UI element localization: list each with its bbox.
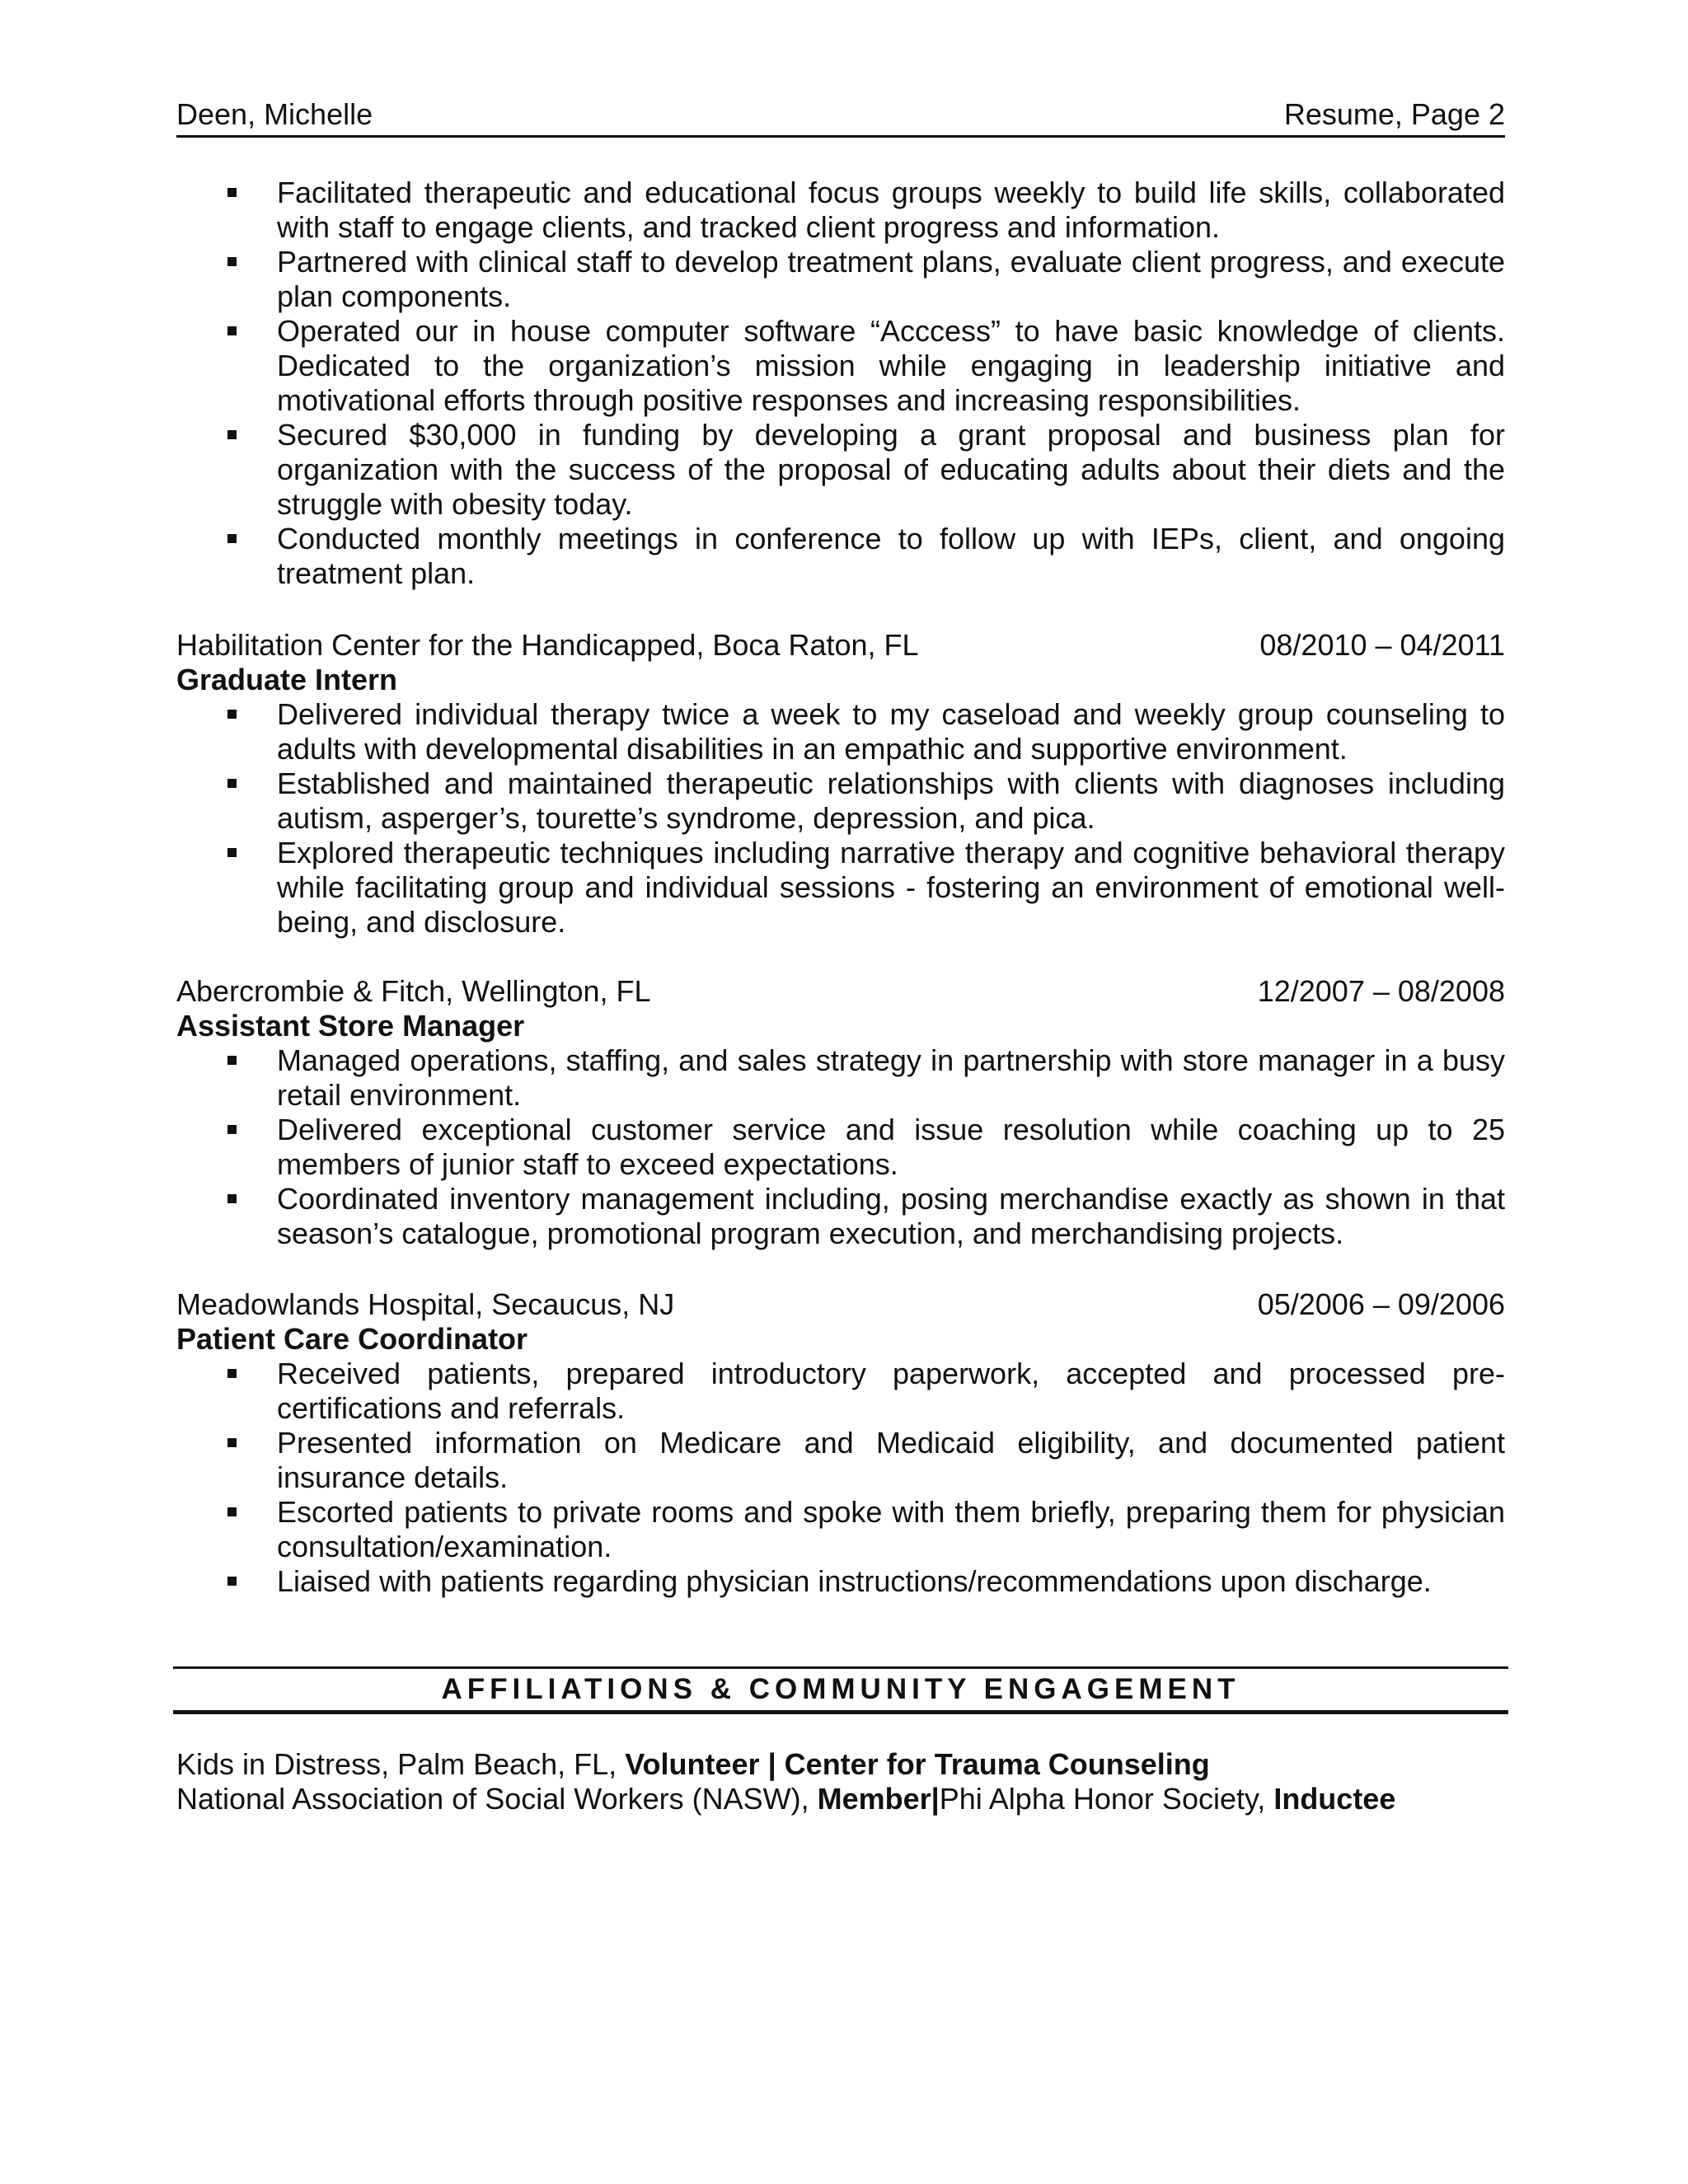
- list-item: Coordinated inventory management including, posing merchandise exactly as shown in that season’s catalogue, promotional program execution, and merchandising projects.: [176, 1182, 1505, 1251]
- job-title: Graduate Intern: [176, 663, 398, 696]
- list-item: Delivered individual therapy twice a week to my caseload and weekly group counseling to adults with developmental disabilities in an empathic and supportive environment.: [176, 697, 1505, 766]
- job-employer: Abercrombie & Fitch, Wellington, FL: [176, 974, 651, 1008]
- job-employer: Meadowlands Hospital, Secaucus, NJ: [176, 1287, 675, 1321]
- list-item: Facilitated therapeutic and educational focus groups weekly to build life skills, collaborated with staff to engage clients, and tracked client progress and information.: [176, 176, 1505, 245]
- square-bullet-icon: [227, 1577, 237, 1586]
- square-bullet-icon: [227, 1194, 237, 1203]
- square-bullet-icon: [227, 1507, 237, 1516]
- list-item: Established and maintained therapeutic relationships with clients with diagnoses including autism, asperger’s, tourette’s syndrome, depression, and pica.: [176, 766, 1505, 836]
- list-item: Explored therapeutic techniques including narrative therapy and cognitive behavioral therapy while facilitating group and individual sessions - fostering an environment of emotional well-being, and disclosure.: [176, 836, 1505, 940]
- square-bullet-icon: [227, 1056, 237, 1065]
- square-bullet-icon: [227, 710, 237, 719]
- job-entry: [176, 1287, 1505, 1599]
- square-bullet-icon: [227, 779, 237, 788]
- header-name: Deen, Michelle: [176, 97, 373, 131]
- list-item: Presented information on Medicare and Medicaid eligibility, and documented patient insurance details.: [176, 1426, 1505, 1495]
- square-bullet-icon: [227, 430, 237, 439]
- job-employer: Habilitation Center for the Handicapped, Boca Raton, FL: [176, 628, 919, 662]
- job-entry: [176, 628, 1505, 940]
- square-bullet-icon: [227, 1369, 237, 1378]
- page-header: [176, 97, 1505, 138]
- list-item: Received patients, prepared introductory paperwork, accepted and processed pre-certifications and referrals.: [176, 1357, 1505, 1426]
- job-dates: 12/2007 – 08/2008: [1257, 974, 1505, 1008]
- header-page-number: Resume, Page 2: [1283, 97, 1505, 131]
- affiliation-line: National Association of Social Workers (NASW), Member|Phi Alpha Honor Society, Inductee: [176, 1782, 1396, 1816]
- list-item: Operated our in house computer software “Acccess” to have basic knowledge of clients. Dedicated to the organization’s mission while engaging in leadership initiative and motivational efforts through positive responses and increasing responsibilities.: [176, 314, 1505, 418]
- list-item: Partnered with clinical staff to develop treatment plans, evaluate client progress, and execute plan components.: [176, 245, 1505, 314]
- job-entry: [176, 974, 1505, 1251]
- square-bullet-icon: [227, 188, 237, 197]
- job-title: Patient Care Coordinator: [176, 1322, 528, 1356]
- list-item: Delivered exceptional customer service and issue resolution while coaching up to 25 members of junior staff to exceed expectations.: [176, 1113, 1505, 1182]
- list-item: Managed operations, staffing, and sales strategy in partnership with store manager in a busy retail environment.: [176, 1043, 1505, 1113]
- section-heading-affiliations: AFFILIATIONS & COMMUNITY ENGAGEMENT: [173, 1666, 1508, 1714]
- list-item: Escorted patients to private rooms and spoke with them briefly, preparing them for physician consultation/examination.: [176, 1495, 1505, 1564]
- square-bullet-icon: [227, 1125, 237, 1134]
- affiliations-list: [176, 1747, 1505, 1816]
- square-bullet-icon: [227, 326, 237, 335]
- job-dates: 05/2006 – 09/2006: [1257, 1287, 1505, 1321]
- square-bullet-icon: [227, 534, 237, 543]
- list-item: Conducted monthly meetings in conference to follow up with IEPs, client, and ongoing treatment plan.: [176, 522, 1505, 591]
- square-bullet-icon: [227, 848, 237, 857]
- affiliation-line: Kids in Distress, Palm Beach, FL, Volunteer | Center for Trauma Counseling: [176, 1747, 1210, 1781]
- list-item: Secured $30,000 in funding by developing a grant proposal and business plan for organization with the success of the proposal of educating adults about their diets and the struggle with obesity today.: [176, 418, 1505, 522]
- job-title: Assistant Store Manager: [176, 1009, 525, 1043]
- continued-job-bullets: [176, 176, 1505, 591]
- square-bullet-icon: [227, 1438, 237, 1447]
- job-dates: 08/2010 – 04/2011: [1259, 628, 1505, 662]
- list-item: Liaised with patients regarding physician instructions/recommendations upon discharge.: [176, 1564, 1505, 1599]
- square-bullet-icon: [227, 257, 237, 266]
